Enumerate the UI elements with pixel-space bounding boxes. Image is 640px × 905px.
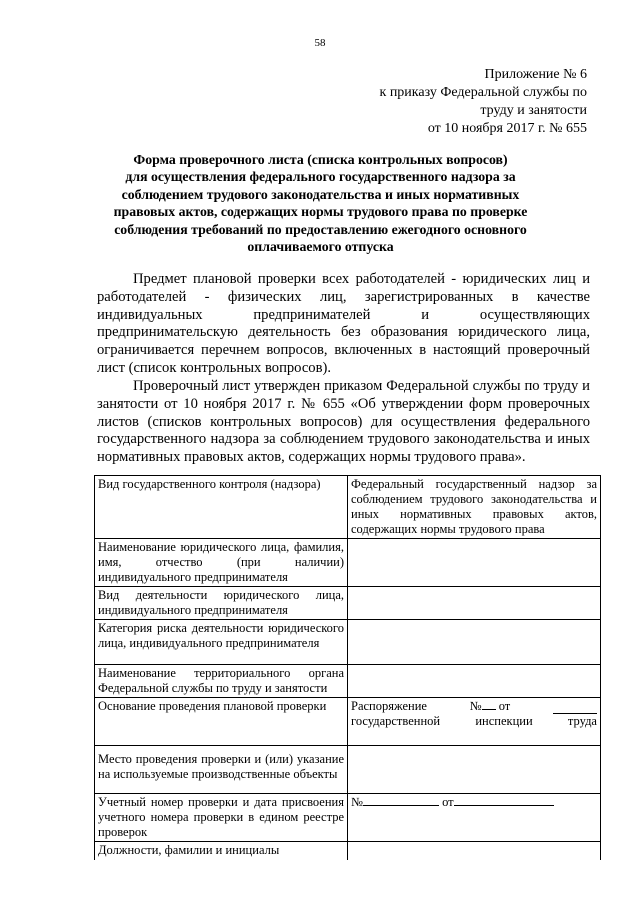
table-row [95,539,601,587]
row-label: Учетный номер проверки и дата присвоения учетного номера проверки в едином реестре проверок [95,794,348,842]
paragraph-approval: Проверочный лист утвержден приказом Федеральной службы по труду и занятости от 10 ноября 2017 г. № 655 «Об утверждении форм проверочных листов (списков контрольных вопросов) для осуществления федерального государственного надзора за соблюдением трудового законодательства и иных нормативных правовых актов, содержащих нормы трудового права». [97,378,590,466]
row-value-field[interactable] [348,620,601,665]
number-sign: № [469,699,482,713]
registration-number-blank[interactable] [363,805,439,806]
checklist-form-table [94,475,601,860]
row-label: Наименование юридического лица, фамилия, имя, отчество (при наличии) индивидуального предпринимателя [95,539,348,587]
paragraph-inspection-subject: Предмет плановой проверки всех работодателей - юридических лиц и работодателей - физических лиц, зарегистрированных в качестве индивидуальных предпринимателей и осуществляющих предпринимательскую деятельность без образования юридического лица, ограничивается перечнем вопросов, включенных в настоящий проверочный лист (список контрольных вопросов). [97,271,590,376]
table-row [95,587,601,620]
row-label: Вид деятельности юридического лица, индивидуального предпринимателя [95,587,348,620]
appendix-line-1: Приложение № 6 [484,67,587,82]
order-field[interactable] [348,698,601,746]
title-line: Форма проверочного листа (списка контрольных вопросов) [133,152,508,167]
page-number: 58 [314,37,326,49]
title-line: правовых актов, содержащих нормы трудового права по проверке [113,204,528,220]
order-word: инспекции [475,714,533,728]
table-row [95,746,601,794]
row-value-field[interactable] [348,587,601,620]
table-row [95,794,601,842]
order-line-1 [351,699,597,714]
row-value: Федеральный государственный надзор за соблюдением трудового законодательства и иных нормативных правовых актов, содержащих нормы трудового права [348,476,601,539]
from-label: от [498,699,511,713]
order-number-group [470,699,511,714]
appendix-line-4: от 10 ноября 2017 г. № 655 [427,121,587,136]
table-row [95,620,601,665]
row-value-field[interactable] [348,746,601,794]
row-label: Наименование территориального органа Федеральной службы по труду и занятости [95,665,348,698]
table-row [95,842,601,860]
order-word: государственной [351,714,441,728]
appendix-header [307,66,587,138]
title-line: оплачиваемого отпуска [247,239,394,255]
number-sign: № [351,795,363,809]
row-value-field[interactable] [348,842,601,860]
title-line: соблюдением трудового законодательства и иных нормативных [121,186,520,202]
registration-date-blank[interactable] [454,805,554,806]
table-row [95,476,601,539]
row-value-field[interactable] [348,539,601,587]
from-label: от [442,795,454,809]
row-label: Должности, фамилии и инициалы [95,842,348,860]
row-label: Основание проведения плановой проверки [95,698,348,746]
appendix-line-2: к приказу Федеральной службы по [379,85,587,100]
title-line: соблюдения требований по предоставлению ежегодного основного [114,221,527,237]
row-label: Вид государственного контроля (надзора) [95,476,348,539]
order-number-blank[interactable] [482,709,496,710]
order-line-2 [351,714,597,729]
registration-field[interactable] [348,794,601,842]
appendix-line-3: труду и занятости [480,103,587,118]
table-row [95,698,601,746]
title-line: для осуществления федерального государственного надзора за [125,169,516,185]
order-date-blank[interactable] [553,699,597,714]
table-row [95,665,601,698]
order-word: труда [567,714,597,728]
order-word: Распоряжение [351,699,427,713]
row-label: Место проведения проверки и (или) указание на используемые производственные объекты [95,746,348,794]
document-title [108,151,533,255]
row-value-field[interactable] [348,665,601,698]
row-label: Категория риска деятельности юридического лица, индивидуального предпринимателя [95,620,348,665]
